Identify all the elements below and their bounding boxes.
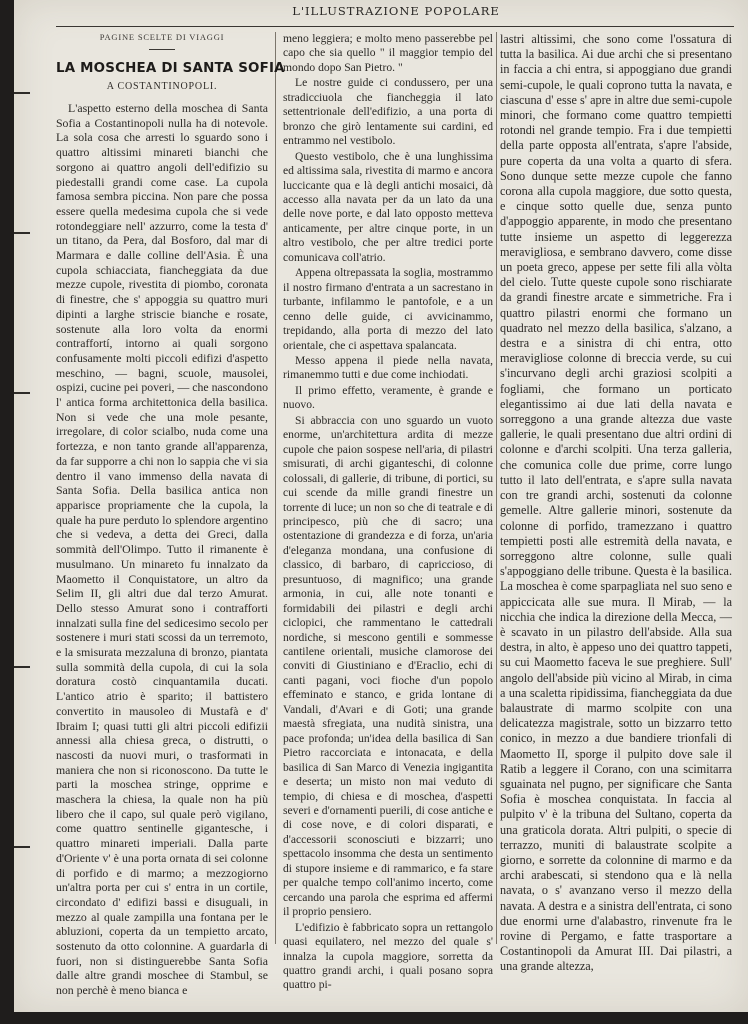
column-2 bbox=[283, 32, 493, 994]
page-bottom-edge bbox=[14, 1012, 748, 1024]
article-subtitle: A COSTANTINOPOLI. bbox=[106, 81, 218, 92]
column-divider bbox=[275, 32, 276, 944]
paragraph: meno leggiera; e molto meno passerebbe pel capo che sia quello " il maggior tempio del mondo dopo San Pietro. " bbox=[283, 32, 493, 74]
binding-stitch bbox=[14, 846, 30, 848]
article-title: LA MOSCHEA DI SANTA SOFIA bbox=[56, 61, 285, 76]
binding-stitch bbox=[14, 666, 30, 668]
paragraph: L'aspetto esterno della moschea di Santa Sofia a Costantinopoli nulla ha di notevole. La sola cosa che arresti lo sguardo sono i quattro altissimi minareti bianchi che sorgono ai quattro angoli dell'edifizio su piedestalli grandi come case. La cupola famosa sembra piccina. Non pare che possa essere quella medesima cupola che si vede rotondeggiare nell' azzurro, come la testa d' un titano, da Pera, dal Bosforo, dal mar di Marmara e dalle colline dell'Asia. È una cupola schiacciata, fiancheggiata da due mezze cupole, rivestita di piombo, coronata di finestre, che s' appoggia su quattro muri dipinti a larghe striscie bianche e rosate, sostenute alla loro volta da enormi contraffortí, intorno ai quali sorgono confusamente molti piccoli edifizi d'aspetto meschino, — bagni, scuole, mausolei, ospizi, cucine pei poveri, — che nascondono l' antica forma architettonica della basilica. Non si vede che una mole pesante, irregolare, di color scialbo, nuda come una fortezza, e non tanto grande all'apparenza, da far supporre a chi non lo sappia che vi sia dentro il vano immenso della navata di Santa Sofia. Della basilica antica non apparisce propriamente che la cupola, la quale ha pure perduto lo splendore argentino che si vedeva, a detta dei Greci, dalla sommità dell'Olimpo. Tutto il rimanente è musulmano. Un minareto fu innalzato da Maometto il Conquistatore, un altro da Selim II, gli altri due dal terzo Amurat. Dello stesso Amurat sono i contrafforti innalzati sulla fine del sedicesimo secolo per sostenere i muri stati scossi da un terremoto, e la smisurata mezzaluna di bronzo, piantata sulla sommità della cupola, di cui la sola doratura costò cinquantamila ducati. L'antico atrio è sparito; il battistero convertito in mausoleo di Mustafà e d' Ibraim I; quasi tutti gli altri piccoli edifizii annessi alla chiesa greca, o distrutti, o nascosti da nuovi muri, o trasformati in maniera che non si riconoscono. Da tutte le parti la moschea stringe, opprime e maschera la chiesa, la quale non ha più libero che il capo, sul quale però vigilano, come quattro sentinelle gigantesche, i quattro minareti imperiali. Dalla parte d'Oriente v' è una porta ornata di sei colonne di porfido e di marmo; a mezzogiorno un'altra porta per cui s' entra in un cortile, circondato d' edifizi bassi e disuguali, in mezzo al quale zampilla una fontana per le abluzioni, coperta da un tempietto arcato, sostenuto da otto colonnine. A guardarla di fuori, non si distinguerebbe Santa Sofia dalle altre grandi moschee di Stambul, se non perchè è meno bianca e bbox=[56, 101, 268, 998]
column-1 bbox=[56, 32, 285, 999]
paragraph: Il primo effetto, veramente, è grande e nuovo. bbox=[283, 383, 493, 412]
column-3 bbox=[500, 32, 732, 976]
running-header: L'ILLUSTRAZIONE POPOLARE bbox=[292, 4, 500, 18]
binding-stitch bbox=[14, 92, 30, 94]
paragraph: Questo vestibolo, che è una lunghissima ed altissima sala, rivestita di marmo e ancora luccicante qua e là degli antichi mosaici, dà accesso alla navata per da un lato da una delle nove porte, e dal lato opposto metteva anticamente, per altre cinque porte, in un altro vestibolo, che per altre tredici porte comunicava coll'atrio. bbox=[283, 149, 493, 264]
paragraph: Si abbraccia con uno sguardo un vuoto enorme, un'architettura ardita di mezze cupole che paion sospese nell'aria, di pilastri smisurati, di archi giganteschi, di colonne colossali, di gallerie, di tribune, di portici, su cui scende da mille grandi finestre un torrente di luce; un non so che di teatrale e di principesco, più che di sacro; una ostentazione di grandezza e di forza, un'aria d'eleganza mondana, una confusione di classico, di barbaro, di capriccioso, di presuntuoso, di magnifico; una grande armonia, in cui, alle note tonanti e formidabili dei pilastri e degli archi ciclopici, che rammentano le cattedrali nordiche, si mescono gentili e sommesse cantilene orientali, musiche clamorose dei conviti di Giustiniano e d'Eraclio, echi di canti pagani, voci fioche d'un popolo effeminato e stanco, e grida lontane di Vandali, d'Avari e di Goti; una grande maestà sfregiata, una nudità sinistra, una pace profonda; un'idea della basilica di San Pietro raccorciata e intonacata, e della basilica di San Marco di Venezia ingigantita e deserta; un misto non mai veduto di tempio, di chiesa e di moschea, d'aspetti severi e d'ornamenti puerili, di cose antiche e di cose nove, e di colori disparati, e d'accessorii sconosciuti e bizzarri; uno spettacolo insomma che desta un sentimento di stupore insieme e di rammarico, e fa stare per qualche tempo coll'animo incerto, come cercando una parola che esprima ed affermi il proprio pensiero. bbox=[283, 413, 493, 919]
paragraph: Le nostre guide ci condussero, per una stradicciuola che fiancheggia il lato settentrionale dell'edifizio, a una porta di bronzo che girò lentamente sui cardini, ed entrammo nel vestibolo. bbox=[283, 76, 493, 148]
header-rule bbox=[56, 26, 734, 27]
binding-stitch bbox=[14, 232, 30, 234]
binding-stitch bbox=[14, 392, 30, 394]
column-divider bbox=[496, 32, 497, 944]
paragraph: lastri altissimi, che sono come l'ossatura di tutta la basilica. Ai due archi che si presentano in faccia a chi entra, si appoggiano due grandi semi-cupole, le quali coprono tutta la navata, e ciascuna d' esse s' apre in altre due semi-cupole minori, che formano come quattro tempietti rotondi nel grande tempio. Fra i due tempietti della parte opposta all'entrata, s'apre l'abside, pure coperta da una volta a quarto di sfera. Sono dunque sette mezze cupole che fanno corona alla cupola maggiore, due sotto questa, e cinque sotto quelle due, senza punto d'appoggio apparente, in modo che presentano tutte insieme un aspetto di leggerezza meravigliosa, e sembrano davvero, come disse un poeta greco, appese per sette fili alla vòlta del cielo. Tutte queste cupole sono rischiarate da grandi finestre arcate e simmetriche. Fra i quattro pilastri enormi che formano un quadrato nel mezzo della basilica, s'alzano, a destra e a sinistra di chi entra, otto meravigliose colonne di breccia verde, su cui s'incurvano degli archi graziosi scolpiti a fogliami, che formano un porticato elegantissimo ai due lati della navata e sorreggono a una grande altezza due vaste gallerie, le quali presentano due altri ordini di colonne e d'archi scolpiti. Una terza galleria, che comunica colle due prime, corre lungo tutto il lato dell'entrata, e s'apre sulla navata con tre grandi archi, sostenuti da colonne gemelle. Altre gallerie minori, sostenute da colonne di porfido, tramezzano i quattro tempietti posti alle estremità della navata, e sorreggono altre colonne, sulle quali s'appoggiano delle tribune. Questa è la basilica. La moschea è come sparpagliata nel suo seno e appiccicata alle sue mura. Il Mirab, — la nicchia che indica la direzione della Mecca, — è scavato in un pilastro dell'abside. Alla sua destra, in alto, è appeso uno dei quattro tappeti, su cui Maometto faceva le sue preghiere. Sull' angolo dell'abside più vicino al Mirab, in cima a una scaletta ripidissima, fiancheggiata da due balaustrate di marmo scolpite con una delicatezza magistrale, sotto un bizzarro tetto conico, in mezzo a due bandiere trionfali di Maometto II, sporge il pulpito dove sale il Ratib a leggere il Corano, con una scimitarra sguainata nel pugno, per significare che Santa Sofia è moschea conquistata. In faccia al pulpito v' è la tribuna del Sultano, coperta da una graticola dorata. Altri pulpiti, o specie di terrazzo, muniti di balaustrate scolpite a giorno, e sorrette da colonnine di marmo e da archi arabescati, si stendono qua e là nella navata, o s' avanzano verso il mezzo della navata. A destra e a sinistra dell'entrata, ci sono due enormi urne d'alabastro, rinvenute fra le rovine di Pergamo, e fatte trasportare a Costantinopoli da Amurat III. Dai pilastri, a una grande altezza, bbox=[500, 32, 732, 974]
paragraph: Appena oltrepassata la soglia, mostrammo il nostro firmano d'entrata a un sacrestano in turbante, infilammo le pantofole, e a un cenno delle guide, ci avvicinammo, trepidando, alla porta di mezzo del lato orientale, che ci aspettava spalancata. bbox=[283, 266, 493, 352]
kicker-rule bbox=[149, 49, 175, 50]
paragraph: L'edifizio è fabbricato sopra un rettangolo quasi equilatero, nel mezzo del quale s' innalza la cupola maggiore, sorretta da quattro grandi archi, i quali posano sopra quattro pi- bbox=[283, 920, 493, 992]
section-kicker: PAGINE SCELTE DI VIAGGI bbox=[99, 32, 225, 42]
paragraph: Messo appena il piede nella navata, rimanemmo tutti e due come inchiodati. bbox=[283, 353, 493, 382]
